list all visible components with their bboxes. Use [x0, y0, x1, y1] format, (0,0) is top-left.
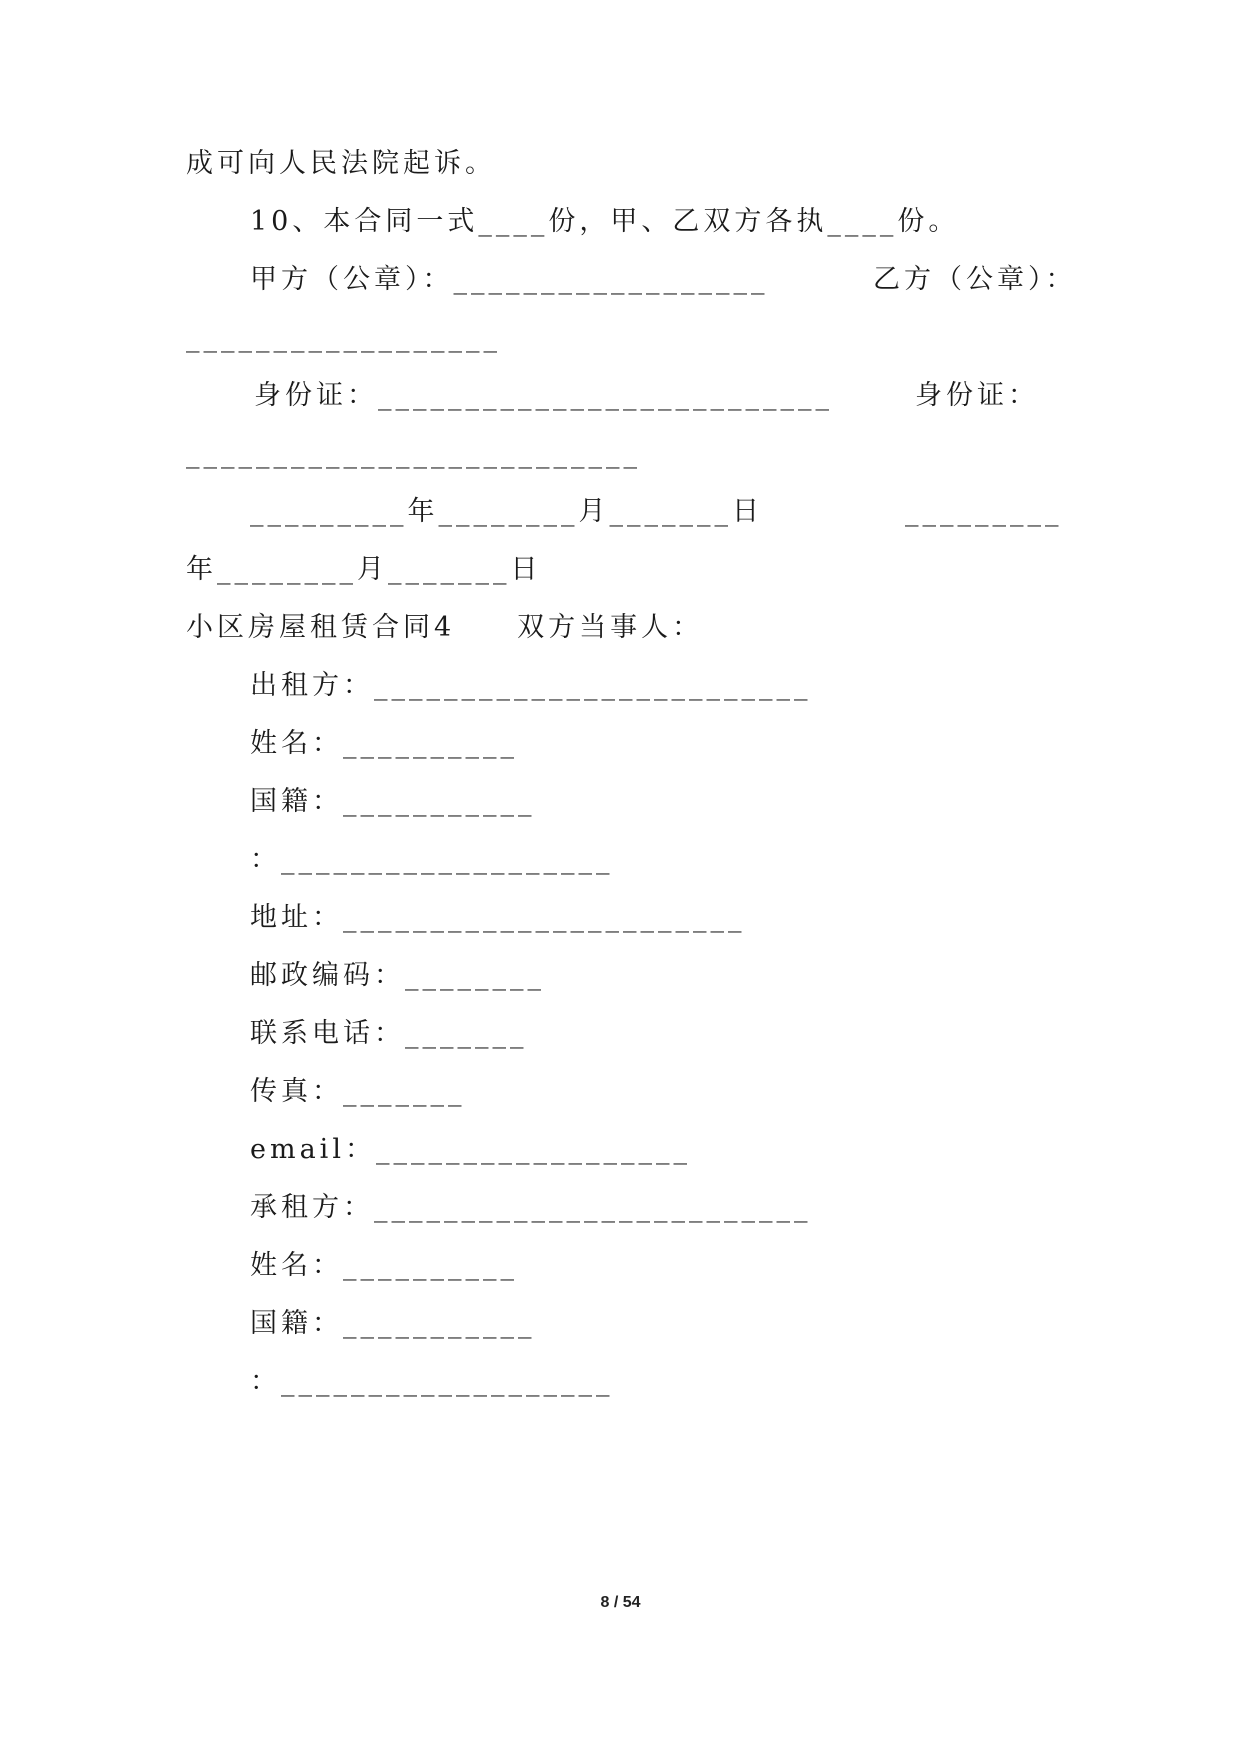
line-text: 联系电话：_______: [250, 1018, 528, 1049]
text-line: [186, 146, 496, 182]
line-text: __________________________: [186, 438, 641, 469]
lessor-name-field: [250, 726, 518, 762]
line-text: ：___________________: [250, 844, 614, 875]
line-text: email：__________________: [250, 1134, 691, 1165]
lessee-field: [250, 1190, 812, 1226]
party-b-seal-label: [873, 262, 1077, 298]
line-text: 成可向人民法院起诉。: [186, 148, 496, 179]
lessee-name-field: [250, 1248, 518, 1284]
line-text: 国籍：___________: [250, 1308, 536, 1339]
party-a-date-field: [250, 494, 763, 530]
line-text: _________: [905, 496, 1063, 527]
line-text: 出租方：_________________________: [250, 670, 812, 701]
line-text: 10、本合同一式____份，甲、乙双方各执____份。: [250, 206, 960, 237]
line-text: 年________月_______日: [186, 554, 542, 585]
lessee-unlabeled-field: [250, 1364, 614, 1400]
party-a-id-field: [254, 378, 833, 414]
line-text: 姓名：__________: [250, 728, 518, 759]
lessor-field: [250, 668, 812, 704]
line-text: 邮政编码：________: [250, 960, 545, 991]
lessor-nationality-field: [250, 784, 536, 820]
lessor-phone-field: [250, 1016, 528, 1052]
party-b-seal-blank: [186, 320, 501, 356]
lessor-address-field: [250, 900, 746, 936]
line-text: 身份证：__________________________: [254, 380, 833, 411]
line-text: 地址：_______________________: [250, 902, 746, 933]
line-text: 乙方（公章）：: [873, 264, 1077, 295]
line-text: 姓名：__________: [250, 1250, 518, 1281]
line-text: ：___________________: [250, 1366, 614, 1397]
lessee-nationality-field: [250, 1306, 536, 1342]
party-b-id-blank: [186, 436, 641, 472]
line-text: 甲方（公章）：__________________: [250, 264, 769, 295]
section-heading: [186, 610, 703, 646]
party-b-id-label: [915, 378, 1039, 414]
party-b-date-year-blank: [905, 494, 1063, 530]
copies-clause: [250, 204, 959, 240]
lessor-postcode-field: [250, 958, 545, 994]
party-a-seal-field: [250, 262, 769, 298]
line-text: 国籍：___________: [250, 786, 536, 817]
line-text: 身份证：: [915, 380, 1039, 411]
line-text: __________________: [186, 322, 501, 353]
line-text: 小区房屋租赁合同4 双方当事人：: [186, 612, 704, 643]
page-number: 8 / 54: [600, 1594, 641, 1611]
line-text: _________年________月_______日: [250, 496, 763, 527]
party-b-date-field: [186, 552, 542, 588]
line-text: 传真：_______: [250, 1076, 466, 1107]
lessor-unlabeled-field: [250, 842, 614, 878]
lessor-email-field: [250, 1132, 691, 1168]
lessor-fax-field: [250, 1074, 466, 1110]
line-text: 承租方：_________________________: [250, 1192, 812, 1223]
